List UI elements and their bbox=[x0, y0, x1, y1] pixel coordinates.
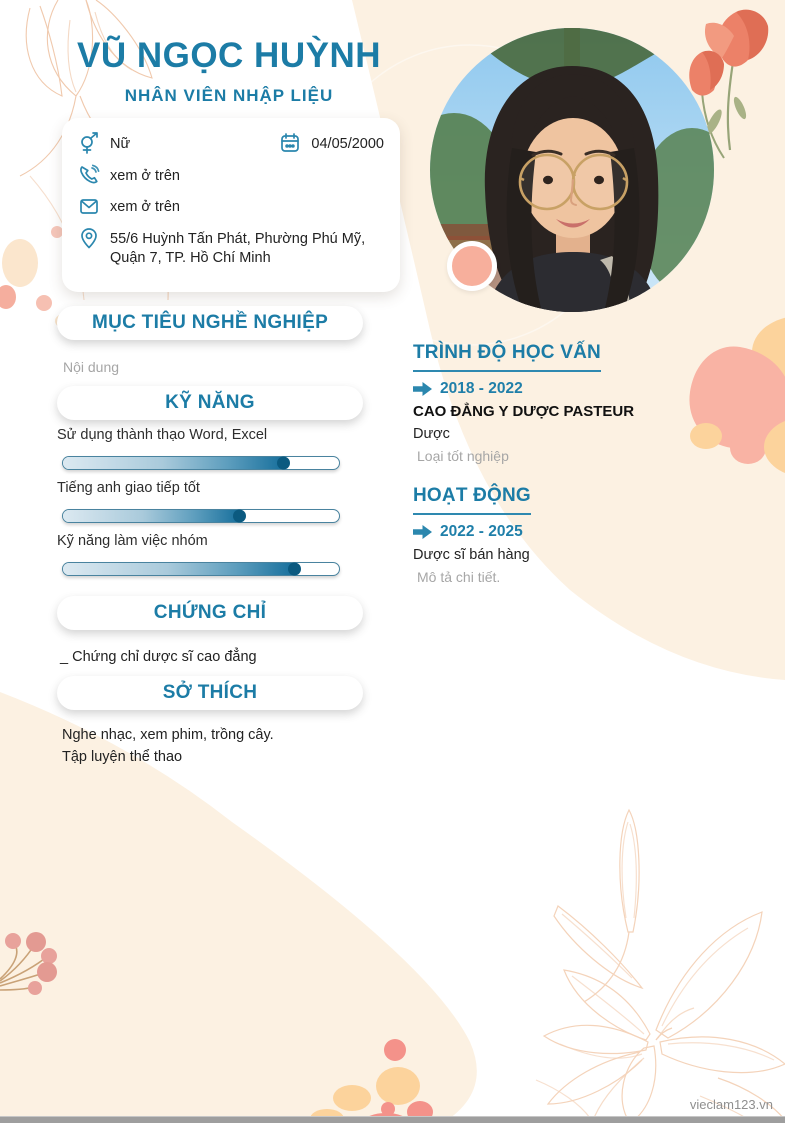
email-icon bbox=[78, 195, 100, 217]
section-objective-header bbox=[57, 306, 363, 340]
activities-detail-field[interactable]: Mô tả chi tiết. bbox=[417, 569, 501, 585]
skill-label: Sử dụng thành thạo Word, Excel bbox=[57, 427, 268, 443]
info-row-gender-birthday bbox=[78, 133, 384, 155]
info-card bbox=[62, 118, 400, 292]
hobby-line[interactable]: Tập luyện thể thao bbox=[62, 749, 183, 765]
activities-role[interactable]: Dược sĩ bán hàng bbox=[413, 547, 530, 563]
skill-knob[interactable] bbox=[288, 563, 301, 576]
skill-label: Tiếng anh giao tiếp tốt bbox=[57, 480, 200, 496]
education-period-row bbox=[413, 380, 523, 398]
section-certificates-title: CHỨNG CHỈ bbox=[153, 602, 267, 623]
education-period[interactable]: 2018 - 2022 bbox=[440, 380, 523, 397]
skill-bar[interactable] bbox=[62, 562, 340, 576]
info-row-email bbox=[78, 196, 384, 218]
info-row-phone bbox=[78, 165, 384, 187]
calendar-icon bbox=[279, 132, 301, 154]
arrow-right-icon bbox=[413, 525, 432, 539]
skill-label: Kỹ năng làm việc nhóm bbox=[57, 533, 208, 549]
lily-line-art-bottom-right bbox=[536, 810, 785, 1123]
info-row-address bbox=[78, 228, 384, 269]
email-value[interactable]: xem ở trên bbox=[110, 199, 180, 216]
skill-bar[interactable] bbox=[62, 456, 340, 470]
skill-bar[interactable] bbox=[62, 509, 340, 523]
section-skills-title: KỸ NĂNG bbox=[165, 392, 255, 413]
section-education-title: TRÌNH ĐỘ HỌC VẤN bbox=[413, 342, 601, 372]
phone-value[interactable]: xem ở trên bbox=[110, 167, 180, 184]
address-value[interactable]: 55/6 Huỳnh Tấn Phát, Phường Phú Mỹ, Quận 7, TP. Hồ Chí Minh bbox=[110, 230, 366, 267]
section-activities-title: HOẠT ĐỘNG bbox=[413, 485, 531, 515]
job-title: NHÂN VIÊN NHẬP LIỆU bbox=[124, 86, 334, 105]
certificate-item[interactable]: _ Chứng chỉ dược sĩ cao đẳng bbox=[60, 649, 257, 665]
activities-period[interactable]: 2022 - 2025 bbox=[440, 523, 523, 540]
location-icon bbox=[78, 227, 100, 249]
birthday-value[interactable]: 04/05/2000 bbox=[311, 136, 384, 152]
page-title: VŨ NGỌC HUỲNH bbox=[76, 36, 382, 75]
arrow-right-icon bbox=[413, 382, 432, 396]
education-school[interactable]: CAO ĐẲNG Y DƯỢC PASTEUR bbox=[413, 403, 635, 420]
skill-knob[interactable] bbox=[277, 457, 290, 470]
section-objective-title: MỤC TIÊU NGHỀ NGHIỆP bbox=[91, 312, 329, 333]
education-major[interactable]: Dược bbox=[413, 426, 450, 442]
skill-knob[interactable] bbox=[233, 510, 246, 523]
page-bottom-edge bbox=[0, 1116, 785, 1123]
phone-icon bbox=[78, 164, 100, 186]
hobby-line[interactable]: Nghe nhạc, xem phim, trồng cây. bbox=[62, 727, 274, 743]
section-hobbies-title: SỞ THÍCH bbox=[162, 682, 258, 703]
photo-badge bbox=[447, 241, 497, 291]
objective-content-field[interactable]: Nội dung bbox=[63, 359, 120, 375]
activities-period-row bbox=[413, 523, 523, 541]
watermark-link[interactable]: vieclam123.vn bbox=[689, 1097, 773, 1112]
education-grade-field[interactable]: Loại tốt nghiệp bbox=[417, 448, 509, 464]
section-skills-header bbox=[57, 386, 363, 420]
section-certificates-header bbox=[57, 596, 363, 630]
gender-icon bbox=[78, 132, 100, 154]
section-hobbies-header bbox=[57, 676, 363, 710]
gender-value[interactable]: Nữ bbox=[110, 136, 131, 152]
